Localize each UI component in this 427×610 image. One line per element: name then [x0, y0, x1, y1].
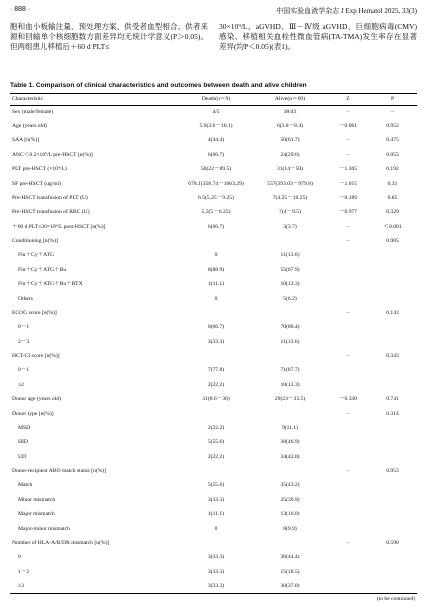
table-header-row — [10, 94, 417, 106]
cell-alive: 8(9.9) — [283, 525, 297, 532]
table-row — [10, 163, 417, 177]
table-row — [10, 565, 417, 579]
cell-characteristic: ANC＜0.2×10⁹/L pre-HSCT [n(%)] — [12, 151, 93, 158]
cell-z: – — [346, 223, 350, 230]
cell-z: – — [346, 137, 350, 144]
cell-death: 7(77.8) — [207, 367, 225, 374]
cell-characteristic: 0 — [18, 554, 21, 561]
cell-characteristic: HID — [18, 439, 28, 446]
cell-alive: 36(44.4) — [280, 554, 300, 561]
cell-death: 3(33.3) — [207, 568, 225, 575]
cell-death: 678.1(358.74－1663.29) — [188, 180, 244, 187]
cell-death: 31(8.6－36) — [202, 396, 230, 403]
cell-characteristic: Match — [18, 482, 33, 489]
cell-characteristic: Number of HLA-A/B/DR mismatch [n(%)] — [12, 539, 110, 546]
table-row — [10, 378, 417, 392]
cell-death: 3(33.3) — [207, 338, 225, 345]
cell-z: －1.305 — [338, 166, 358, 173]
cell-death: 5(55.6) — [207, 482, 225, 489]
cell-death: 0 — [214, 252, 218, 259]
cell-alive — [252, 349, 328, 363]
table-row — [10, 407, 417, 421]
table-row — [10, 292, 417, 306]
cell-z — [328, 292, 368, 306]
cell-characteristic: Minor mismatch — [18, 496, 56, 503]
table-row — [10, 105, 417, 119]
cell-death: 5(55.6) — [207, 439, 225, 446]
cell-p: 0.741 — [386, 396, 399, 403]
cell-p — [368, 249, 417, 263]
cell-alive: 24(29.6) — [280, 151, 300, 158]
cell-p — [368, 579, 417, 593]
cell-alive: 29(23－33.5) — [274, 396, 306, 403]
table-row — [10, 450, 417, 464]
cell-death: 3(33.3) — [207, 554, 225, 561]
cell-alive: 70(86.4) — [280, 324, 300, 331]
cell-p — [368, 364, 417, 378]
cell-z: – — [346, 238, 350, 245]
cell-p: 0.952 — [386, 123, 399, 130]
cell-p: 0.590 — [386, 539, 399, 546]
cell-p: ＜0.001 — [383, 223, 402, 230]
cell-p — [368, 436, 417, 450]
cell-alive: 3(3.7) — [283, 223, 297, 230]
table-row — [10, 436, 417, 450]
body-text — [10, 22, 417, 74]
table-row — [10, 177, 417, 191]
cell-characteristic: MSD — [18, 424, 31, 431]
header-p: P — [368, 94, 417, 106]
cell-p — [368, 522, 417, 536]
table-row — [10, 278, 417, 292]
table-row — [10, 306, 417, 320]
cell-p — [368, 421, 417, 435]
cell-z — [328, 278, 368, 292]
cell-z — [328, 263, 368, 277]
continued-note: (to be continued) — [376, 596, 415, 602]
cell-characteristic: Age (years old) — [12, 123, 47, 130]
header-death: Death(n＝9) — [180, 94, 252, 106]
cell-p: 0.475 — [386, 137, 399, 144]
cell-death — [180, 407, 252, 421]
clinical-characteristics-table — [10, 93, 417, 594]
cell-p: 0.31 — [387, 180, 398, 187]
cell-characteristic: Others — [18, 295, 33, 302]
table-row — [10, 335, 417, 349]
table-row — [10, 234, 417, 248]
cell-characteristic: Donor-recipient ABO match status [n(%)] — [12, 468, 107, 475]
table-row — [10, 508, 417, 522]
table-row — [10, 119, 417, 133]
table-row — [10, 148, 417, 162]
cell-z: – — [346, 108, 350, 115]
cell-death: 1(11.1) — [207, 281, 225, 288]
cell-z — [328, 335, 368, 349]
cell-alive: 50(61.7) — [280, 137, 300, 144]
cell-death: 8(88.9) — [207, 266, 225, 273]
cell-death: 6(66.7) — [207, 151, 225, 158]
cell-alive — [252, 306, 328, 320]
cell-p: – — [391, 108, 394, 115]
table-row — [10, 421, 417, 435]
table-row — [10, 493, 417, 507]
cell-alive: 10(12.3) — [280, 281, 300, 288]
cell-z — [328, 436, 368, 450]
cell-death: 4(44.4) — [207, 137, 225, 144]
cell-alive — [252, 464, 328, 478]
table-row — [10, 191, 417, 205]
table-row — [10, 464, 417, 478]
cell-death: 6(66.7) — [207, 324, 225, 331]
cell-characteristic: HCT-CI score [n(%)] — [12, 353, 60, 360]
cell-p: 0.343 — [386, 353, 399, 360]
cell-alive: 10(12.3) — [280, 381, 300, 388]
cell-alive: 30(37.0) — [252, 579, 328, 593]
header-z: Z — [328, 94, 368, 106]
cell-p: 0.055 — [386, 151, 399, 158]
body-text-left: 胞和血小板输注量、预处理方案、供受者血型相合、供者来源和回输单个核细胞数方面差异均无统计学意义(P＞0.05)。但两组患儿移植后＋60 d PLT≤ — [10, 22, 208, 52]
cell-p — [368, 450, 417, 464]
cell-p — [368, 321, 417, 335]
table-row — [10, 321, 417, 335]
cell-alive: 11(13.6) — [280, 338, 300, 345]
cell-z — [328, 493, 368, 507]
cell-alive: 6(3.8－8.4) — [276, 123, 304, 130]
cell-alive: 15(18.5) — [280, 568, 300, 575]
cell-p — [368, 493, 417, 507]
cell-z: – — [346, 353, 350, 360]
header-alive: Alive(n＝69) — [252, 94, 328, 106]
cell-death: 3(33.3) — [180, 579, 252, 593]
cell-death: 6(66.7) — [207, 223, 225, 230]
cell-z: – — [346, 410, 350, 417]
cell-death: 5.9(3.6－10.1) — [199, 123, 233, 130]
cell-p: 0.314 — [386, 410, 399, 417]
cell-death — [180, 234, 252, 248]
cell-characteristic: Sex (male/female) — [12, 108, 54, 115]
cell-alive: 55(67.9) — [280, 266, 300, 273]
cell-alive: 25(30.9) — [280, 496, 300, 503]
cell-characteristic: 0－1 — [18, 324, 30, 331]
cell-death — [180, 464, 252, 478]
cell-characteristic: UD — [18, 453, 27, 460]
cell-z: – — [346, 539, 350, 546]
cell-z: －0.061 — [338, 123, 358, 130]
cell-death: 2(22.2) — [207, 424, 225, 431]
cell-z: – — [346, 151, 350, 158]
cell-p: 0.192 — [386, 166, 399, 173]
cell-death — [180, 349, 252, 363]
table-row — [10, 479, 417, 493]
cell-alive: 31(14－50) — [276, 166, 304, 173]
cell-characteristic: SAA [n(%)] — [12, 137, 40, 144]
cell-p — [368, 479, 417, 493]
cell-alive: 557(393.03－979.8) — [267, 180, 313, 187]
cell-characteristic: Flu＋Cy＋ATG＋Bu＋RTX — [18, 281, 83, 288]
cell-death: 50(22－89.5) — [200, 166, 232, 173]
cell-alive: 5(6.2) — [283, 295, 297, 302]
cell-alive: 71(87.7) — [280, 367, 300, 374]
cell-characteristic: Donor age (years old) — [12, 396, 61, 403]
cell-characteristic: Conditioning [n(%)] — [12, 238, 58, 245]
table-row — [10, 249, 417, 263]
cell-p: 0.953 — [386, 468, 399, 475]
table-row — [10, 536, 417, 550]
cell-p — [368, 508, 417, 522]
cell-p: 0.143 — [386, 309, 399, 316]
cell-p — [368, 565, 417, 579]
table-row — [10, 364, 417, 378]
cell-characteristic: ≥3 — [10, 579, 180, 593]
cell-characteristic: ECOG score [n(%)] — [12, 309, 57, 316]
cell-characteristic: 0－1 — [18, 367, 30, 374]
cell-p — [368, 551, 417, 565]
cell-characteristic: Major-minor mismatch — [18, 525, 70, 532]
cell-characteristic: SF pre-HSCT (ug/ml) — [12, 180, 61, 187]
cell-death: 2(22.2) — [207, 453, 225, 460]
cell-z — [328, 378, 368, 392]
cell-characteristic: ＋60 d PLT≤30×10⁹/L post-HSCT [n(%)] — [12, 223, 106, 230]
journal-citation: 中国实验血液学杂志 J Exp Hematol 2025, 33(3) — [276, 7, 417, 15]
cell-death — [180, 536, 252, 550]
cell-alive — [252, 536, 328, 550]
cell-alive: 11(13.6) — [280, 252, 300, 259]
cell-z: －0.189 — [338, 194, 358, 201]
table-row — [10, 551, 417, 565]
table-row — [10, 522, 417, 536]
cell-death — [180, 306, 252, 320]
cell-z: – — [346, 309, 350, 316]
cell-p — [368, 335, 417, 349]
cell-death: 4/5 — [212, 108, 220, 115]
cell-p — [368, 292, 417, 306]
table-row — [10, 349, 417, 363]
cell-death: 0 — [214, 525, 218, 532]
cell-alive: 13(16.0) — [280, 511, 300, 518]
cell-alive: 35(43.2) — [280, 482, 300, 489]
table-row — [10, 393, 417, 407]
cell-death: 2(22.2) — [207, 381, 225, 388]
cell-death: 1(11.1) — [207, 511, 225, 518]
cell-alive: 38(46.9) — [280, 439, 300, 446]
cell-characteristic: Flu＋Cy＋ATG＋Bu — [18, 266, 67, 273]
cell-characteristic: Pre-HSCT transfusion of RBC (U) — [12, 209, 90, 216]
cell-characteristic: 1－2 — [18, 568, 30, 575]
cell-alive: 7(4－9.5) — [279, 209, 301, 216]
table-row — [10, 206, 417, 220]
cell-alive — [252, 407, 328, 421]
cell-alive: 34(42.0) — [280, 453, 300, 460]
table-row — [10, 579, 417, 593]
body-text-right: 30×10⁹/L、aGVHD、Ⅲ－Ⅳ级 aGVHD、巨细胞病毒(CMV)感染、移植相关血栓性微血管病(TA-TMA)发生率存在显著差异(均P＜0.05)(表1)。 — [219, 22, 417, 52]
cell-z — [328, 450, 368, 464]
cell-alive: 9(11.1) — [281, 424, 299, 431]
cell-p: 0.905 — [386, 238, 399, 245]
cell-z: – — [346, 468, 350, 475]
cell-z — [328, 479, 368, 493]
cell-p: 0.85 — [387, 194, 398, 201]
cell-characteristic: Pre-HSCT transfusion of PLT (U) — [12, 194, 88, 201]
cell-p — [368, 263, 417, 277]
cell-death: 0 — [214, 295, 218, 302]
cell-characteristic: Major mismatch — [18, 511, 55, 518]
header-characteristic: Characteristic — [10, 94, 180, 106]
cell-z — [328, 551, 368, 565]
page-number: · 888 · — [10, 6, 31, 13]
cell-death: 5.5(5－6.25) — [201, 209, 231, 216]
table-row — [10, 263, 417, 277]
cell-alive: 7(4.25－10.25) — [272, 194, 308, 201]
cell-z — [328, 522, 368, 536]
cell-p — [368, 378, 417, 392]
cell-alive: 38/43 — [283, 108, 297, 115]
cell-characteristic: Donor type [n(%)] — [12, 410, 54, 417]
cell-death: 3(33.3) — [207, 496, 225, 503]
page-header — [10, 6, 417, 18]
cell-z — [328, 249, 368, 263]
table-row — [10, 220, 417, 234]
cell-death: 6.5(5.25－9.25) — [198, 194, 234, 201]
table-body — [10, 105, 417, 594]
cell-z — [328, 421, 368, 435]
cell-characteristic: 2－3 — [18, 338, 30, 345]
cell-z: －0.330 — [338, 396, 358, 403]
cell-p — [368, 278, 417, 292]
cell-p: 0.329 — [386, 209, 399, 216]
cell-characteristic: Flu＋Cy＋ATG — [18, 252, 55, 259]
cell-characteristic: PLT pre-HSCT (×10⁹/L) — [12, 166, 67, 173]
cell-z: －1.015 — [338, 180, 358, 187]
cell-z — [328, 321, 368, 335]
cell-alive — [252, 234, 328, 248]
cell-characteristic: ≥2 — [18, 381, 24, 388]
cell-z — [328, 508, 368, 522]
cell-z — [328, 364, 368, 378]
cell-z — [328, 579, 368, 593]
cell-z — [328, 565, 368, 579]
table-row — [10, 134, 417, 148]
cell-z: －0.977 — [338, 209, 358, 216]
table-caption: Table 1. Comparison of clinical characteristics and outcomes between death and alive children — [10, 82, 307, 89]
